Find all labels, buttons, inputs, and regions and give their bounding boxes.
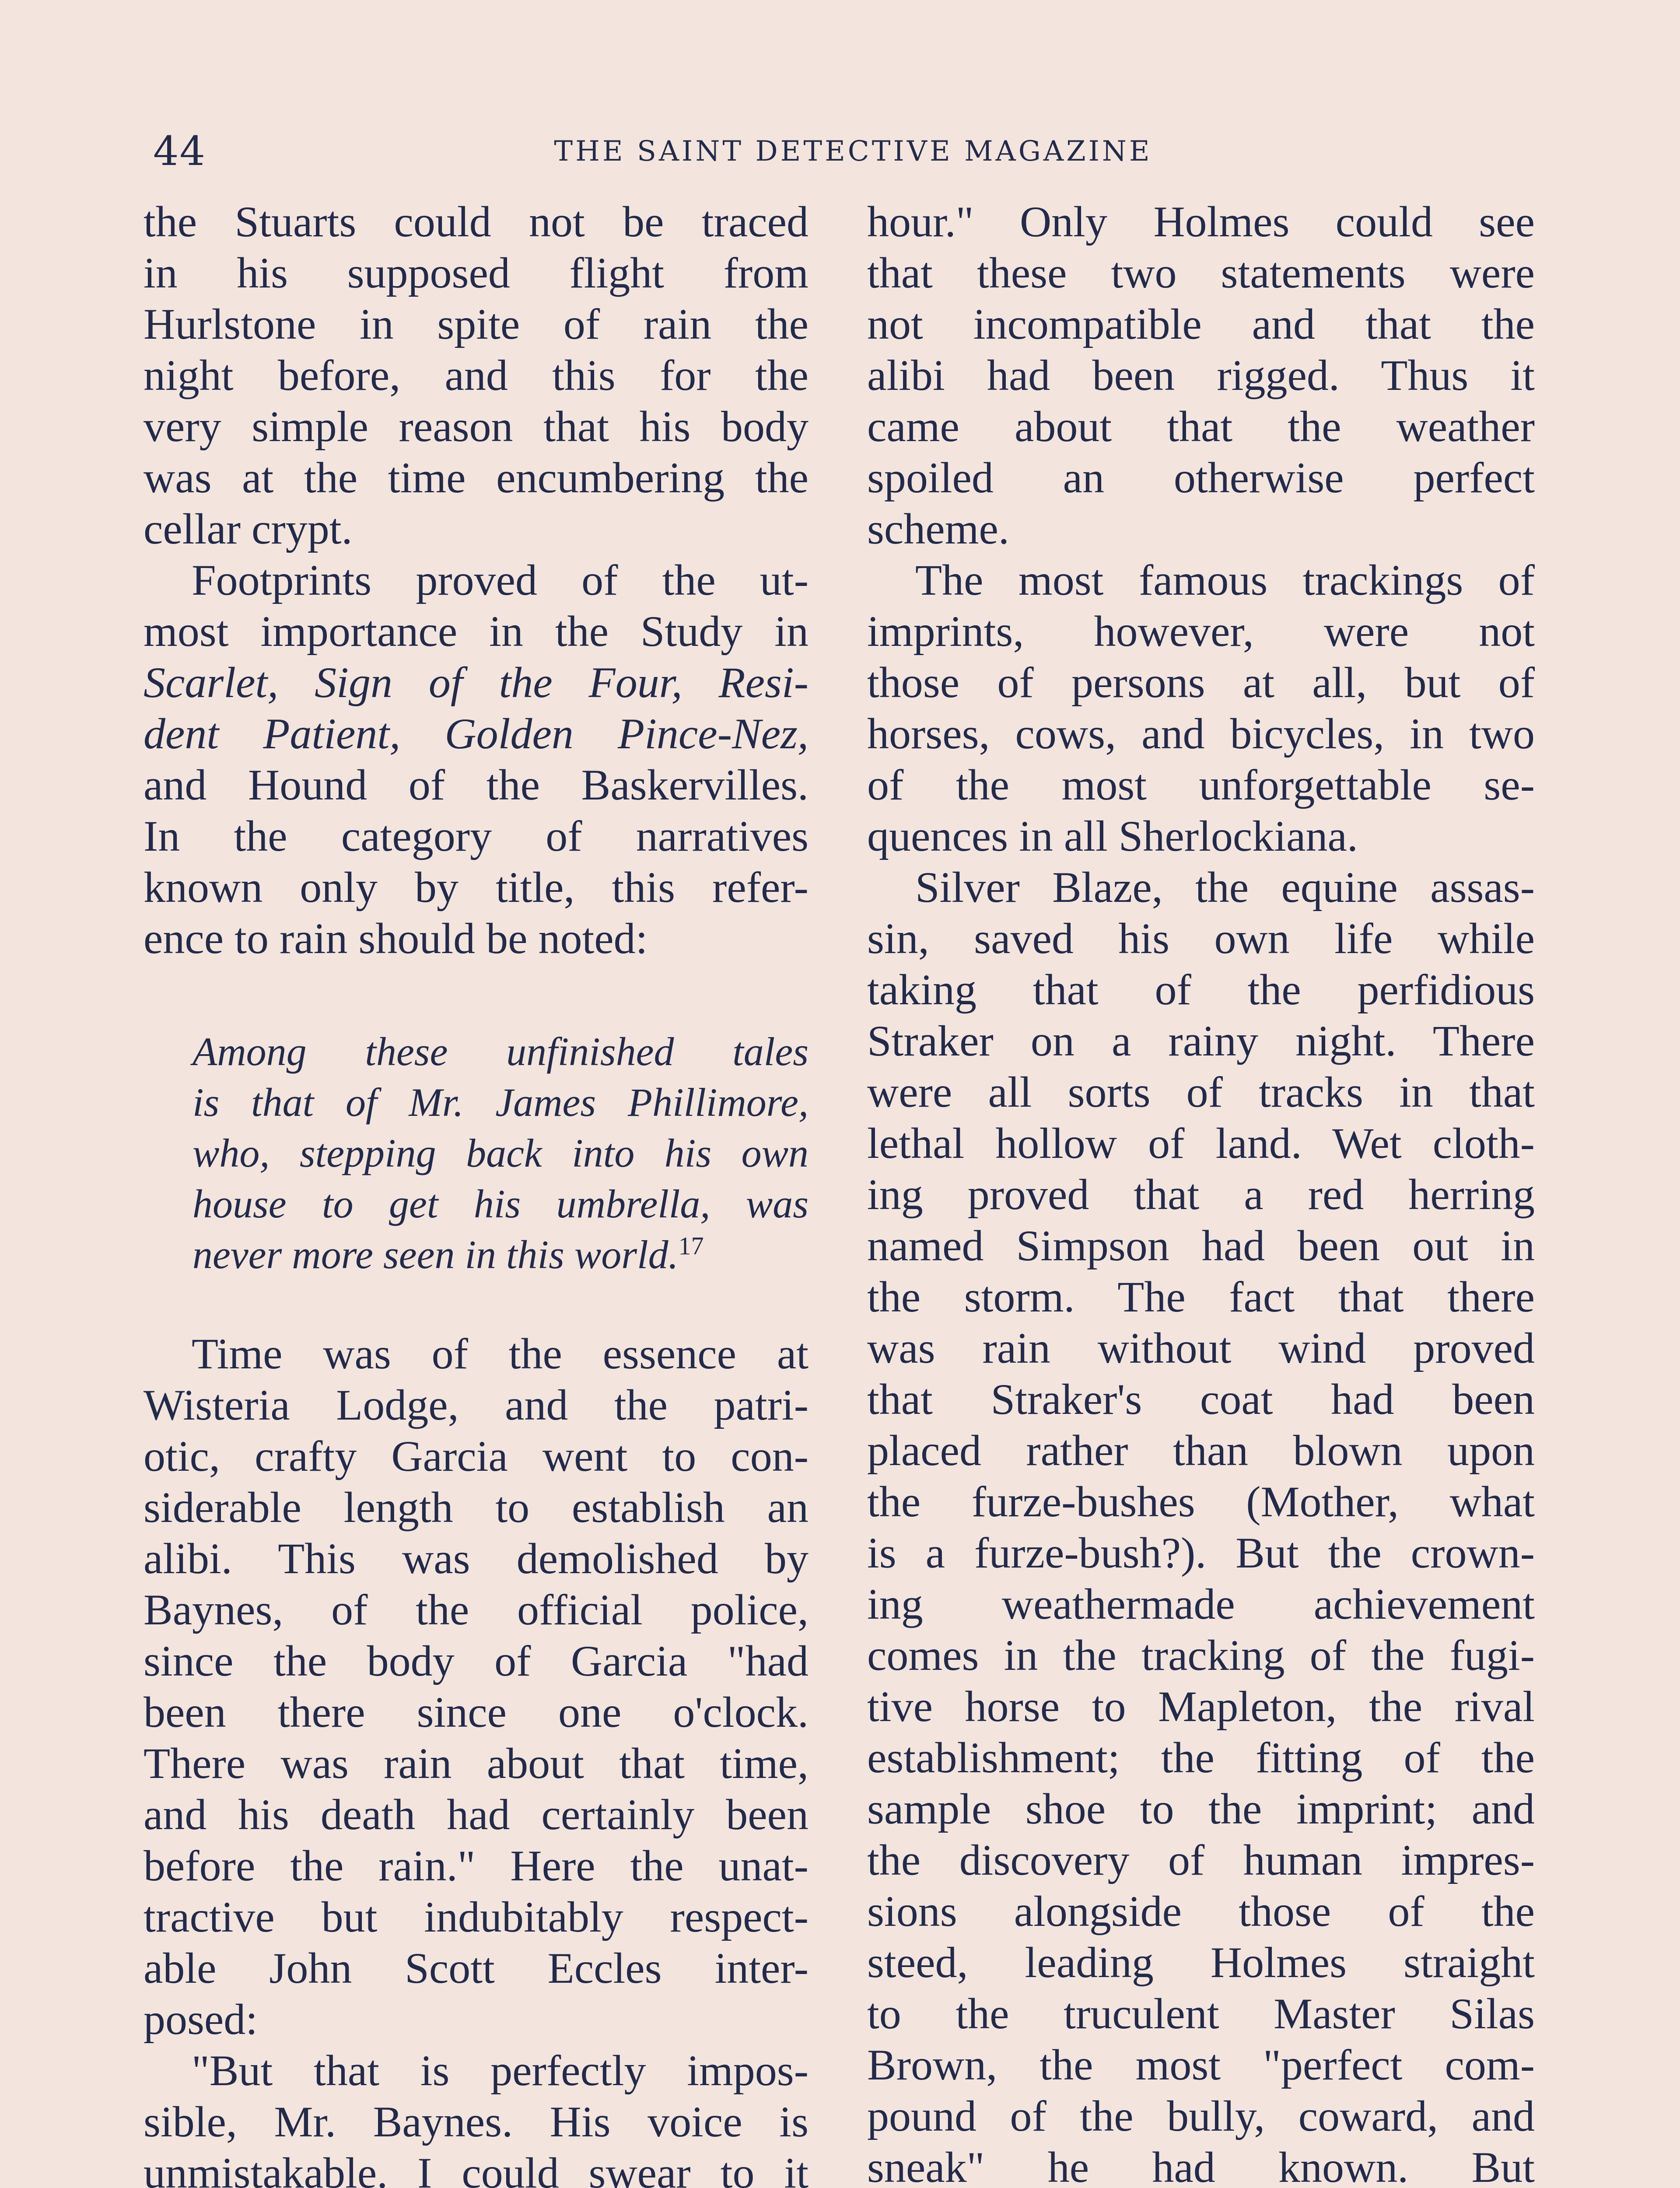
text-line: "But that is perfectly impos- — [192, 2046, 808, 2095]
text-line: Wisteria Lodge, and the patri- — [144, 1381, 808, 1429]
text-line: to the truculent Master Silas — [867, 1989, 1535, 2038]
text-line: otic, crafty Garcia went to con- — [144, 1432, 808, 1480]
text-line: lethal hollow of land. Wet cloth- — [867, 1119, 1535, 1168]
text-line: The most famous trackings of — [915, 556, 1535, 604]
text-line: sin, saved his own life while — [867, 914, 1535, 963]
text-line: that Straker's coat had been — [867, 1375, 1535, 1424]
text-line: since the body of Garcia "had — [144, 1637, 808, 1685]
block-quote — [144, 1026, 808, 1280]
text-line: and Hound of the Baskervilles. — [144, 761, 808, 809]
text-line: able John Scott Eccles inter- — [144, 1944, 808, 1992]
quote-line: Among these unfinished tales — [192, 1029, 808, 1074]
text-line: There was rain about that time, — [144, 1739, 808, 1788]
paragraph-eccles-quote — [144, 2045, 808, 2188]
text-line: sneak" he had known. But — [867, 2143, 1535, 2188]
text-line: that these two statements were — [867, 249, 1535, 297]
text-line: night before, and this for the — [144, 351, 808, 400]
text-line: sions alongside those of the — [867, 1887, 1535, 1936]
paragraph-alibi — [867, 196, 1535, 554]
text-line: most importance in the Study in — [144, 607, 808, 656]
text-line: alibi had been rigged. Thus it — [867, 351, 1535, 400]
text-line: quences in all Sherlockiana. — [867, 812, 1358, 860]
paragraph-silver-blaze — [867, 862, 1535, 2188]
right-column — [867, 196, 1535, 2188]
left-column — [144, 196, 808, 2188]
text-line: Brown, the most "perfect com- — [867, 2041, 1535, 2089]
text-line: very simple reason that his body — [144, 402, 808, 451]
page-number: 44 — [153, 128, 206, 175]
text-line: of the most unforgettable se- — [867, 761, 1535, 809]
text-line: named Simpson had been out in — [867, 1221, 1535, 1270]
text-line: Hurlstone in spite of rain the — [144, 300, 808, 348]
paragraph-trackings — [867, 554, 1535, 862]
text-line: imprints, however, were not — [867, 607, 1535, 656]
text-line: Footprints proved of the ut- — [192, 556, 808, 604]
text-line: ing weathermade achievement — [867, 1580, 1535, 1628]
quote-line: is that of Mr. James Phillimore, — [192, 1080, 808, 1125]
text-line: the Stuarts could not be traced — [144, 197, 808, 246]
text-line: sample shoe to the imprint; and — [867, 1785, 1535, 1833]
text-line: been there since one o'clock. — [144, 1688, 808, 1736]
text-line: tractive but indubitably respect- — [144, 1893, 808, 1941]
text-line: horses, cows, and bicycles, in two — [867, 709, 1535, 758]
quote-line: never more seen in this world.$^{17}$ — [192, 1231, 704, 1277]
quote-line: who, stepping back into his own — [192, 1131, 808, 1175]
text-line: those of persons at all, but of — [867, 658, 1535, 707]
text-line: Baynes, of the official police, — [144, 1585, 808, 1634]
text-line: ing proved that a red herring — [867, 1170, 1535, 1219]
text-line: the discovery of human impres- — [867, 1836, 1535, 1884]
paragraph-footprints — [144, 554, 808, 964]
text-line: ence to rain should be noted: — [144, 914, 648, 963]
text-line: was at the time encumbering the — [144, 453, 808, 502]
text-line: the furze-bushes (Mother, what — [867, 1477, 1535, 1526]
text-line: Scarlet, Sign of the Four, Resi- — [144, 658, 808, 707]
text-line: posed: — [144, 1995, 258, 2044]
text-line: placed rather than blown upon — [867, 1426, 1535, 1475]
text-line: unmistakable. I could swear to it — [144, 2149, 808, 2188]
text-line: scheme. — [867, 505, 1009, 553]
paragraph-wisteria — [144, 1328, 808, 2045]
quote-line: house to get his umbrella, was — [192, 1182, 808, 1226]
text-line: establishment; the fitting of the — [867, 1733, 1535, 1782]
text-line: and his death had certainly been — [144, 1790, 808, 1839]
text-line: Silver Blaze, the equine assas- — [915, 863, 1535, 912]
text-line: pound of the bully, coward, and — [867, 2092, 1535, 2140]
text-line: spoiled an otherwise perfect — [867, 453, 1535, 502]
text-line: came about that the weather — [867, 402, 1535, 451]
text-line: Straker on a rainy night. There — [867, 1017, 1535, 1065]
text-line: in his supposed flight from — [144, 249, 808, 297]
text-line: known only by title, this refer- — [144, 863, 808, 912]
paragraph-stuarts — [144, 196, 808, 554]
text-line: taking that of the perfidious — [867, 965, 1535, 1014]
text-line: dent Patient, Golden Pince-Nez, — [144, 709, 808, 758]
running-title: THE SAINT DETECTIVE MAGAZINE — [554, 135, 1152, 168]
text-line: is a furze-bush?). But the crown- — [867, 1529, 1535, 1577]
text-line: not incompatible and that the — [867, 300, 1535, 348]
text-line: alibi. This was demolished by — [144, 1534, 808, 1583]
text-line: Time was of the essence at — [192, 1329, 808, 1378]
text-line: tive horse to Mapleton, the rival — [867, 1682, 1535, 1731]
text-line: before the rain." Here the unat- — [144, 1841, 808, 1890]
text-line: were all sorts of tracks in that — [867, 1068, 1535, 1116]
text-line: In the category of narratives — [144, 812, 808, 860]
footnote-reference: 17 — [678, 1231, 704, 1260]
text-line: cellar crypt. — [144, 505, 353, 553]
text-line: was rain without wind proved — [867, 1324, 1535, 1372]
text-line: the storm. The fact that there — [867, 1273, 1535, 1321]
text-line: comes in the tracking of the fugi- — [867, 1631, 1535, 1680]
text-line: siderable length to establish an — [144, 1483, 808, 1532]
text-line: hour." Only Holmes could see — [867, 197, 1535, 246]
text-line: steed, leading Holmes straight — [867, 1938, 1535, 1987]
text-line: sible, Mr. Baynes. His voice is — [144, 2097, 808, 2146]
